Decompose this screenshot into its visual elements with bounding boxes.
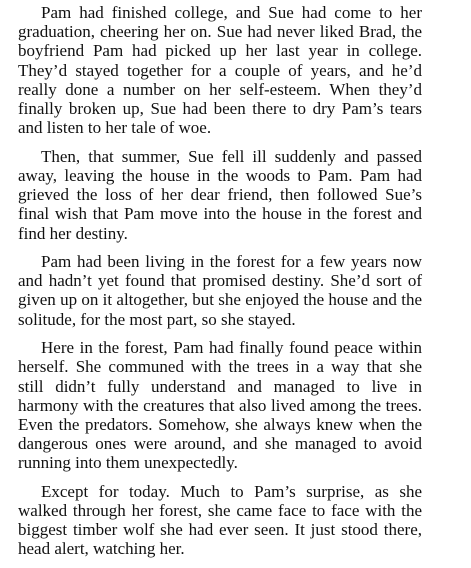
paragraph-timber-wolf: Except for today. Much to Pam’s surprise, as she walked through her forest, she came face to face with the biggest timber wolf she had ever seen. It just stood there, head alert, watching her.	[18, 481, 422, 559]
paragraph-sue-passing: Then, that summer, Sue fell ill suddenly and passed away, leaving the house in the woods to Pam. Pam had grieved the loss of her dear friend, then followed Sue’s final wish that Pam move into the house in the forest and find her destiny.	[18, 146, 422, 243]
paragraph-graduation: Pam had finished college, and Sue had come to her graduation, cheering her on. Sue had never liked Brad, the boyfriend Pam had picked up her last year in college. They’d stayed together for a couple of years, and he’d really done a number on her self-esteem. When they’d finally broken up, Sue had been there to dry Pam’s tears and listen to her tale of woe.	[18, 3, 422, 138]
paragraph-peace-within: Here in the forest, Pam had finally found peace within herself. She communed with the trees in a way that she still didn’t fully understand and managed to live in harmony with the creatures that also lived among the trees. Even the predators. Somehow, she always knew when the dangerous ones were around, and she managed to avoid running into them unexpectedly.	[18, 338, 422, 473]
paragraph-forest-living: Pam had been living in the forest for a few years now and hadn’t yet found that promised destiny. She’d sort of given up on it altogether, but she enjoyed the house and the solitude, for the most part, so she stayed.	[18, 252, 422, 329]
document-page	[18, 3, 422, 568]
